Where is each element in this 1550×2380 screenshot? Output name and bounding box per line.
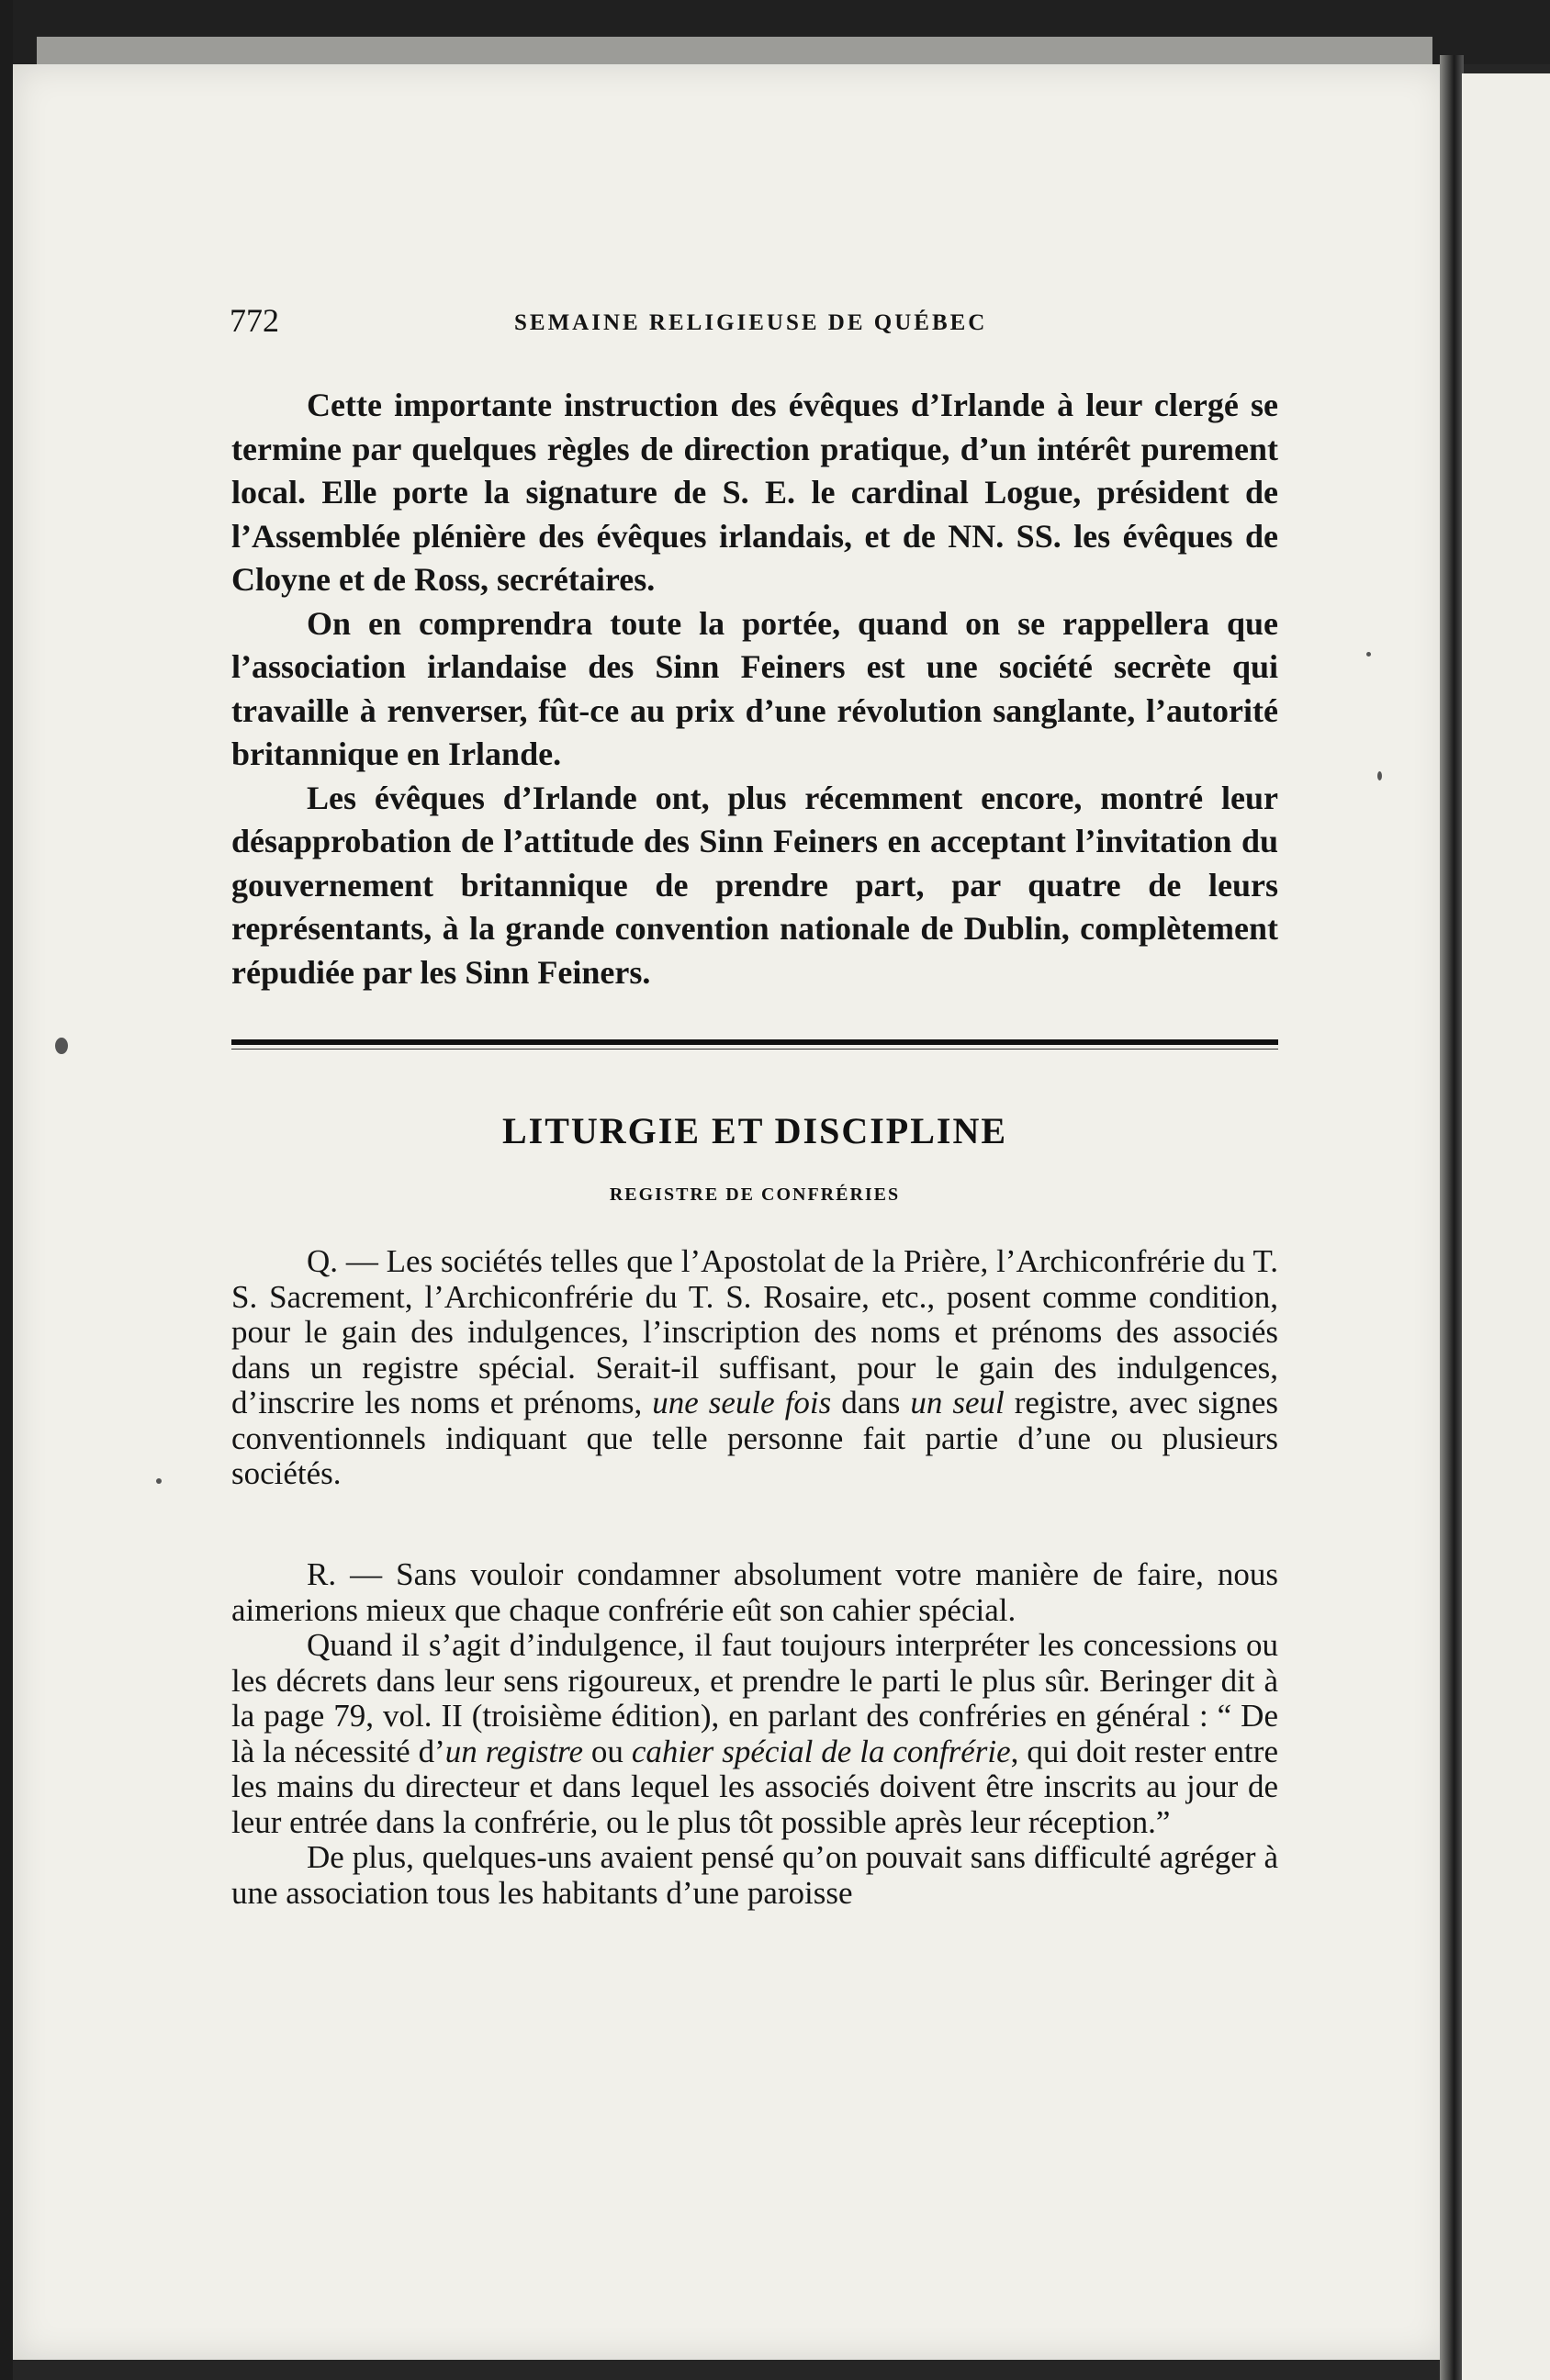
question-italic-1: une seule fois xyxy=(652,1385,832,1420)
film-top-edge xyxy=(0,0,1550,64)
running-title: SEMAINE RELIGIEUSE DE QUÉBEC xyxy=(514,310,988,335)
section-divider-thin xyxy=(231,1049,1278,1050)
intro-paragraph-2: On en comprendra toute la portée, quand on se rappellera que l’association irlandaise des Sinn Feiners est une société secrète qui travaille à renverser, fût-ce au prix d’une révolution sanglante, l’autorité britannique en Irlande. xyxy=(231,604,1278,772)
answer-italic-2: cahier spécial de la confrérie xyxy=(631,1733,1011,1769)
intro-paragraph-3: Les évêques d’Irlande ont, plus récemment encore, montré leur désapprobation de l’attitude des Sinn Feiners en acceptant l’invitation du gouvernement britannique de prendre part, par quatre de leurs représentants, à la grande convention nationale de Dublin, complètement répudiée par les Sinn Feiners. xyxy=(231,779,1278,991)
scan-speck xyxy=(156,1478,162,1484)
page-gutter xyxy=(1440,55,1464,2380)
section-title: LITURGIE ET DISCIPLINE xyxy=(501,1110,1008,1151)
question-paragraph xyxy=(231,1244,1278,1492)
question-italic-2: un seul xyxy=(910,1385,1005,1420)
answer-paragraph-2 xyxy=(231,1628,1278,1840)
scan-speck xyxy=(55,1038,68,1054)
scan-speck xyxy=(1366,652,1371,657)
answer-text-1: Quand il s’agit d’indulgence, il faut toujours interpréter les concessions ou les décrets dans leur sens rigoureux, et prendre le parti le plus sûr. Beringer dit à la page 79, vol. II (troisième édition), en parlant des confréries en général : “ De là la nécessité d’ xyxy=(231,1627,1278,1769)
answer-italic-1: un registre xyxy=(444,1733,583,1769)
intro-paragraph-1: Cette importante instruction des évêques d’Irlande à leur clergé se termine par quelques règles de direction pratique, d’un intérêt purement local. Elle porte la signature de S. E. le cardinal Logue, président de l’Assemblée plénière des évêques irlandais, et de NN. SS. les évêques de Cloyne et de Ross, secrétaires. xyxy=(231,387,1278,598)
question-block xyxy=(231,1244,1278,1492)
answer-paragraph-3: De plus, quelques-uns avaient pensé qu’on pouvait sans difficulté agréger à une association tous les habitants d’une paroisse xyxy=(231,1839,1278,1911)
next-page-edge xyxy=(1462,73,1550,2380)
question-text-3: registre, avec signes conventionnels indiquant que telle personne fait partie d’une ou plusieurs sociétés. xyxy=(231,1385,1278,1491)
answer-paragraph-1: R. — Sans vouloir condamner absolument votre manière de faire, nous aimerions mieux que chaque confrérie eût son cahier spécial. xyxy=(231,1556,1278,1628)
film-left-edge xyxy=(0,0,13,2380)
answer-text-2: ou xyxy=(583,1733,632,1769)
section-divider xyxy=(231,1039,1278,1045)
scan-speck xyxy=(1377,771,1382,780)
question-text-2: dans xyxy=(831,1385,911,1420)
section-subtitle: REGISTRE DE CONFRÉRIES xyxy=(609,1184,901,1205)
question-text-1: Q. — Les sociétés telles que l’Apostolat de la Prière, l’Archiconfrérie du T. S. Sacrement, l’Archiconfrérie du T. S. Rosaire, etc., posent comme condition, pour le gain des indulgences, l’inscription des noms et prénoms des associés dans un registre spécial. Serait-il suffisant, pour le gain des indulgences, d’inscrire les noms et prénoms, xyxy=(231,1243,1278,1420)
intro-text xyxy=(231,384,1278,994)
page-number: 772 xyxy=(230,302,279,339)
page-top-edge xyxy=(37,37,1432,68)
answer-block xyxy=(231,1557,1278,1911)
answer-text-3: , qui doit rester entre les mains du directeur et dans lequel les associés doivent être inscrits au jour de leur entrée dans la confrérie, ou le plus tôt possible après leur réception.” xyxy=(231,1733,1278,1840)
